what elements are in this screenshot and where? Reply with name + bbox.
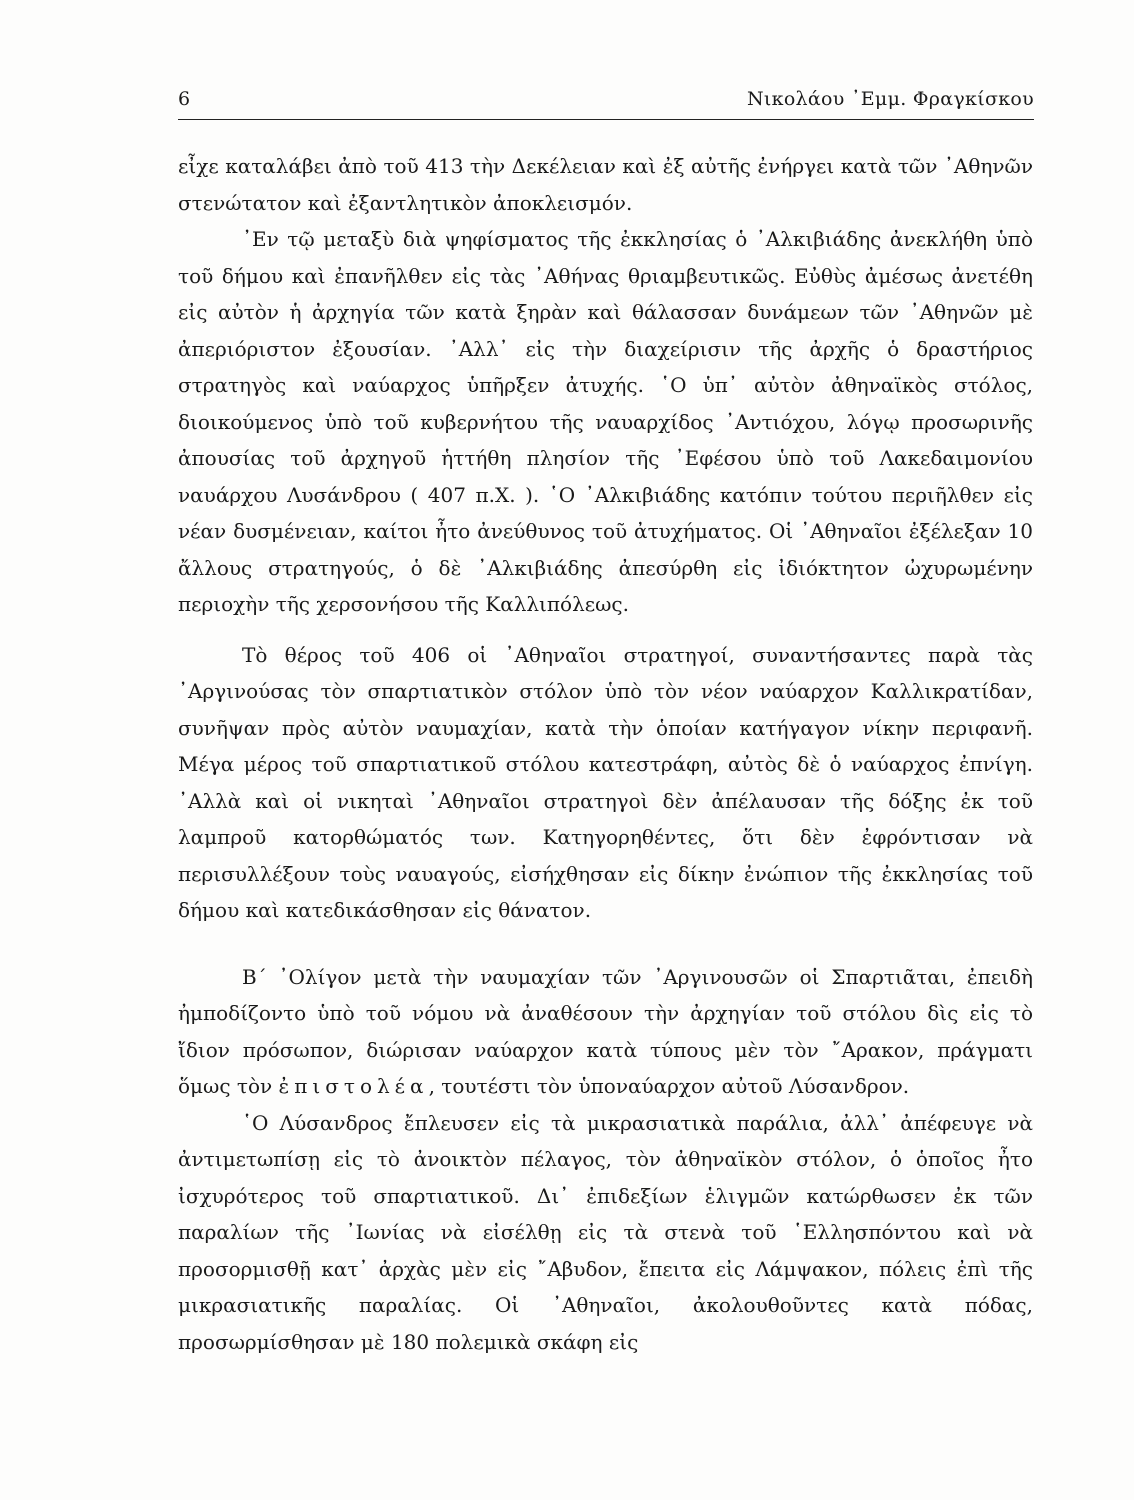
paragraph-1: εἶχε καταλάβει ἀπὸ τοῦ 413 τὴν Δεκέλειαν καὶ ἐξ αὐτῆς ἐνήργει κατὰ τῶν ᾿Αθηνῶν στενώτατον καὶ ἐξαντλητικὸν ἀποκλεισμόν.	[178, 154, 1033, 215]
page-header	[178, 84, 1034, 114]
page-number: 6	[178, 88, 191, 110]
header-rule	[178, 119, 1034, 120]
paragraph-4-part-b: , τουτέστι τὸν ὑποναύαρχον αὐτοῦ Λύσανδρον.	[428, 1074, 910, 1098]
body-text	[178, 148, 1033, 1360]
paragraph-4	[178, 959, 1033, 1105]
running-head: Νικολάου ᾿Εμμ. Φραγκίσκου	[746, 88, 1034, 110]
spaced-emphasis: ἐπιστολέα	[278, 1074, 429, 1098]
paragraph-2: ᾿Εν τῷ μεταξὺ διὰ ψηφίσματος τῆς ἐκκλησίας ὁ ᾿Αλκιβιάδης ἀνεκλήθη ὑπὸ τοῦ δήμου καὶ ἐπανῆλθεν εἰς τὰς ᾿Αθήνας θριαμβευτικῶς. Εὐθὺς ἀμέσως ἀνετέθη εἰς αὐτὸν ἡ ἀρχηγία τῶν κατὰ ξηρὰν καὶ θάλασσαν δυνάμεων τῶν ᾿Αθηνῶν μὲ ἀπεριόριστον ἐξουσίαν. ᾿Αλλ᾿ εἰς τὴν διαχείρισιν τῆς ἀρχῆς ὁ δραστήριος στρατηγὸς καὶ ναύαρχος ὑπῆρξεν ἀτυχής. ῾Ο ὑπ᾿ αὐτὸν ἀθηναϊκὸς στόλος, διοικούμενος ὑπὸ τοῦ κυβερνήτου τῆς ναυαρχίδος ᾿Αντιόχου, λόγῳ προσωρινῆς ἀπουσίας τοῦ ἀρχηγοῦ ἡττήθη πλησίον τῆς ᾿Εφέσου ὑπὸ τοῦ Λακεδαιμονίου ναυάρχου Λυσάνδρου ( 407 π.Χ. ). ῾Ο ᾿Αλκιβιάδης κατόπιν τούτου περιῆλθεν εἰς νέαν δυσμένειαν, καίτοι ἦτο ἀνεύθυνος τοῦ ἀτυχήματος. Οἱ ᾿Αθηναῖοι ἐξέλεξαν 10 ἄλλους στρατηγούς, ὁ δὲ ᾿Αλκιβιάδης ἀπεσύρθη εἰς ἰδιόκτητον ὠχυρωμένην περιοχὴν τῆς χερσονήσου τῆς Καλλιπόλεως.	[178, 227, 1033, 616]
paragraph-4-part-a: Β΄ ᾿Ολίγον μετὰ τὴν ναυμαχίαν τῶν ᾿Αργινουσῶν οἱ Σπαρτιᾶται, ἐπειδὴ ἠμποδίζοντο ὑπὸ τοῦ νόμου νὰ ἀναθέσουν τὴν ἀρχηγίαν τοῦ στόλου δὶς εἰς τὸ ἴδιον πρόσωπον, διώρισαν ναύαρχον κατὰ τύπους μὲν τὸν ῎Αρακον, πράγματι ὅμως τὸν	[178, 964, 1033, 1098]
paragraph-5: ῾Ο Λύσανδρος ἔπλευσεν εἰς τὰ μικρασιατικὰ παράλια, ἀλλ᾿ ἀπέφευγε νὰ ἀντιμετωπίσῃ εἰς τὸ ἀνοικτὸν πέλαγος, τὸν ἀθηναϊκὸν στόλον, ὁ ὁποῖος ἦτο ἰσχυρότερος τοῦ σπαρτιατικοῦ. Δι᾿ ἐπιδεξίων ἑλιγμῶν κατώρθωσεν ἐκ τῶν παραλίων τῆς ᾿Ιωνίας νὰ εἰσέλθῃ εἰς τὰ στενὰ τοῦ ῾Ελλησπόντου καὶ νὰ προσορμισθῇ κατ᾿ ἀρχὰς μὲν εἰς ῎Αβυδον, ἔπειτα εἰς Λάμψακον, πόλεις ἐπὶ τῆς μικρασιατικῆς παραλίας. Οἱ ᾿Αθηναῖοι, ἀκολουθοῦντες κατὰ πόδας, προσωρμίσθησαν μὲ 180 πολεμικὰ σκάφη εἰς	[178, 1110, 1033, 1354]
paragraph-3: Τὸ θέρος τοῦ 406 οἱ ᾿Αθηναῖοι στρατηγοί, συναντήσαντες παρὰ τὰς ᾿Αργινούσας τὸν σπαρτιατικὸν στόλον ὑπὸ τὸν νέον ναύαρχον Καλλικρατίδαν, συνῆψαν πρὸς αὐτὸν ναυμαχίαν, κατὰ τὴν ὁποίαν κατήγαγον νίκην περιφανῆ. Μέγα μέρος τοῦ σπαρτιατικοῦ στόλου κατεστράφη, αὐτὸς δὲ ὁ ναύαρχος ἐπνίγη. ᾿Αλλὰ καὶ οἱ νικηταὶ ᾿Αθηναῖοι στρατηγοὶ δὲν ἀπέλαυσαν τῆς δόξης ἐκ τοῦ λαμπροῦ κατορθώματός των. Κατηγορηθέντες, ὅτι δὲν ἐφρόντισαν νὰ περισυλλέξουν τοὺς ναυαγούς, εἰσήχθησαν εἰς δίκην ἐνώπιον τῆς ἐκκλησίας τοῦ δήμου καὶ κατεδικάσθησαν εἰς θάνατον.	[178, 642, 1033, 922]
